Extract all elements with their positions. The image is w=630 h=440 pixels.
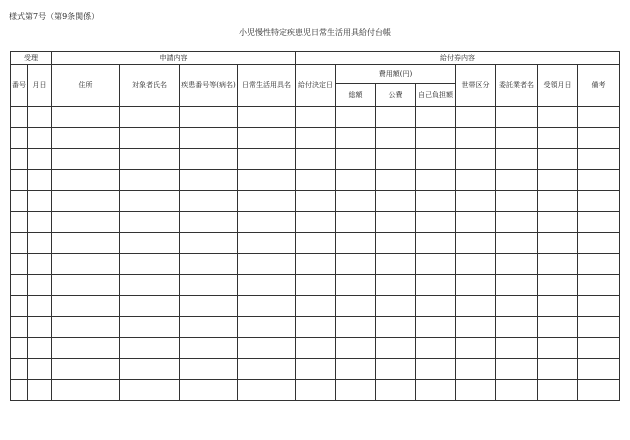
table-cell: [120, 254, 180, 275]
header-row-columns: [11, 65, 620, 84]
table-cell: [120, 212, 180, 233]
table-cell: [336, 149, 376, 170]
col-remarks: 備考: [578, 65, 620, 107]
table-cell: [120, 128, 180, 149]
table-cell: [538, 191, 578, 212]
table-cell: [416, 359, 456, 380]
table-cell: [456, 317, 496, 338]
table-cell: [538, 275, 578, 296]
table-row: [11, 212, 620, 233]
table-cell: [11, 254, 28, 275]
col-month-day: 月日: [28, 65, 52, 107]
table-cell: [336, 233, 376, 254]
header-row-groups: [11, 52, 620, 65]
table-cell: [180, 317, 238, 338]
table-cell: [52, 254, 120, 275]
table-cell: [496, 380, 538, 401]
table-cell: [456, 233, 496, 254]
col-disease-no: 疾患番号等(病名): [180, 65, 238, 107]
table-cell: [238, 338, 296, 359]
col-subject-name: 対象者氏名: [120, 65, 180, 107]
table-row: [11, 254, 620, 275]
table-cell: [28, 380, 52, 401]
table-cell: [578, 338, 620, 359]
table-cell: [180, 275, 238, 296]
table-cell: [336, 296, 376, 317]
table-cell: [538, 149, 578, 170]
table-cell: [238, 380, 296, 401]
table-row: [11, 296, 620, 317]
table-cell: [11, 212, 28, 233]
table-cell: [578, 107, 620, 128]
table-cell: [578, 296, 620, 317]
table-cell: [456, 128, 496, 149]
table-cell: [376, 296, 416, 317]
table-cell: [28, 317, 52, 338]
table-cell: [336, 191, 376, 212]
table-cell: [456, 380, 496, 401]
col-address: 住所: [52, 65, 120, 107]
table-cell: [456, 149, 496, 170]
table-cell: [578, 275, 620, 296]
table-cell: [11, 233, 28, 254]
table-cell: [11, 170, 28, 191]
table-cell: [538, 296, 578, 317]
table-cell: [11, 275, 28, 296]
col-equipment-name: 日常生活用具名: [238, 65, 296, 107]
table-cell: [496, 170, 538, 191]
table-cell: [376, 107, 416, 128]
table-cell: [28, 296, 52, 317]
table-cell: [416, 254, 456, 275]
table-cell: [456, 338, 496, 359]
col-receipt-date: 受領月日: [538, 65, 578, 107]
table-cell: [376, 317, 416, 338]
table-cell: [416, 149, 456, 170]
col-total: 総額: [336, 84, 376, 107]
col-household: 世帯区分: [456, 65, 496, 107]
table-cell: [416, 212, 456, 233]
table-row: [11, 233, 620, 254]
table-cell: [52, 296, 120, 317]
table-cell: [496, 275, 538, 296]
group-application: 申請内容: [52, 52, 296, 65]
table-cell: [238, 359, 296, 380]
table-cell: [578, 254, 620, 275]
table-cell: [28, 359, 52, 380]
table-cell: [120, 107, 180, 128]
table-cell: [296, 212, 336, 233]
table-cell: [11, 380, 28, 401]
form-number: 様式第7号（第9条関係）: [9, 12, 100, 21]
table-cell: [496, 317, 538, 338]
table-cell: [180, 212, 238, 233]
table-cell: [11, 107, 28, 128]
table-cell: [538, 170, 578, 191]
table-cell: [296, 338, 336, 359]
table-cell: [296, 380, 336, 401]
table-cell: [538, 380, 578, 401]
table-cell: [416, 170, 456, 191]
table-cell: [456, 275, 496, 296]
table-cell: [52, 149, 120, 170]
table-cell: [28, 233, 52, 254]
table-cell: [578, 233, 620, 254]
table-row: [11, 149, 620, 170]
table-cell: [376, 191, 416, 212]
table-cell: [180, 359, 238, 380]
table-cell: [336, 170, 376, 191]
table-cell: [296, 128, 336, 149]
table-cell: [52, 317, 120, 338]
table-cell: [52, 233, 120, 254]
document-title: 小児慢性特定疾患児日常生活用具給付台帳: [239, 28, 391, 37]
table-cell: [238, 275, 296, 296]
ledger-body: [11, 107, 620, 401]
table-cell: [296, 149, 336, 170]
col-number: 番号: [11, 65, 28, 107]
table-cell: [296, 359, 336, 380]
table-cell: [180, 380, 238, 401]
table-cell: [296, 107, 336, 128]
col-decision-date: 給付決定日: [296, 65, 336, 107]
table-cell: [376, 128, 416, 149]
table-cell: [52, 191, 120, 212]
table-cell: [538, 212, 578, 233]
ledger-table: [10, 51, 620, 401]
table-cell: [120, 296, 180, 317]
table-cell: [180, 149, 238, 170]
table-cell: [11, 191, 28, 212]
table-cell: [456, 254, 496, 275]
table-cell: [336, 317, 376, 338]
table-cell: [496, 191, 538, 212]
group-cost: 費用額(円): [336, 65, 456, 84]
table-cell: [336, 212, 376, 233]
table-cell: [11, 359, 28, 380]
table-cell: [52, 380, 120, 401]
table-cell: [238, 212, 296, 233]
table-cell: [496, 233, 538, 254]
table-cell: [496, 254, 538, 275]
table-row: [11, 128, 620, 149]
table-cell: [52, 275, 120, 296]
table-cell: [496, 149, 538, 170]
table-cell: [336, 128, 376, 149]
table-cell: [578, 170, 620, 191]
table-cell: [120, 380, 180, 401]
table-cell: [538, 317, 578, 338]
table-cell: [336, 107, 376, 128]
table-cell: [538, 128, 578, 149]
table-cell: [180, 254, 238, 275]
table-cell: [180, 191, 238, 212]
table-cell: [120, 191, 180, 212]
table-cell: [376, 338, 416, 359]
table-cell: [28, 338, 52, 359]
table-cell: [28, 275, 52, 296]
table-cell: [496, 296, 538, 317]
table-cell: [238, 233, 296, 254]
table-cell: [578, 128, 620, 149]
table-cell: [496, 128, 538, 149]
table-cell: [238, 317, 296, 338]
table-cell: [28, 149, 52, 170]
table-cell: [120, 149, 180, 170]
col-self-pay: 自己負担額: [416, 84, 456, 107]
table-cell: [336, 380, 376, 401]
table-row: [11, 170, 620, 191]
table-cell: [238, 191, 296, 212]
table-cell: [180, 296, 238, 317]
table-cell: [238, 107, 296, 128]
table-cell: [52, 170, 120, 191]
table-cell: [336, 254, 376, 275]
table-row: [11, 338, 620, 359]
table-cell: [416, 338, 456, 359]
table-cell: [11, 128, 28, 149]
table-cell: [52, 128, 120, 149]
table-cell: [11, 149, 28, 170]
table-cell: [120, 359, 180, 380]
table-cell: [376, 149, 416, 170]
table-row: [11, 275, 620, 296]
table-cell: [296, 254, 336, 275]
table-cell: [180, 233, 238, 254]
table-cell: [296, 296, 336, 317]
table-cell: [456, 359, 496, 380]
table-cell: [52, 359, 120, 380]
table-cell: [416, 128, 456, 149]
table-cell: [416, 275, 456, 296]
table-cell: [238, 254, 296, 275]
col-public: 公費: [376, 84, 416, 107]
table-cell: [376, 233, 416, 254]
table-cell: [578, 212, 620, 233]
table-cell: [496, 338, 538, 359]
table-cell: [416, 296, 456, 317]
table-cell: [180, 107, 238, 128]
table-cell: [296, 275, 336, 296]
table-cell: [496, 107, 538, 128]
table-row: [11, 317, 620, 338]
table-cell: [52, 338, 120, 359]
table-cell: [496, 212, 538, 233]
table-cell: [238, 149, 296, 170]
table-cell: [336, 338, 376, 359]
table-row: [11, 107, 620, 128]
table-cell: [496, 359, 538, 380]
table-cell: [538, 107, 578, 128]
table-cell: [120, 317, 180, 338]
table-cell: [52, 212, 120, 233]
table-cell: [538, 338, 578, 359]
table-cell: [376, 212, 416, 233]
table-cell: [416, 191, 456, 212]
table-cell: [376, 275, 416, 296]
table-cell: [180, 128, 238, 149]
table-cell: [578, 149, 620, 170]
table-cell: [28, 212, 52, 233]
table-cell: [120, 275, 180, 296]
table-cell: [376, 170, 416, 191]
table-cell: [416, 380, 456, 401]
table-cell: [416, 317, 456, 338]
table-cell: [538, 359, 578, 380]
table-cell: [538, 254, 578, 275]
table-cell: [28, 254, 52, 275]
table-cell: [296, 233, 336, 254]
table-cell: [28, 107, 52, 128]
table-cell: [11, 338, 28, 359]
table-cell: [376, 359, 416, 380]
table-cell: [376, 254, 416, 275]
table-cell: [336, 359, 376, 380]
table-cell: [296, 317, 336, 338]
table-cell: [578, 380, 620, 401]
table-cell: [28, 191, 52, 212]
table-cell: [120, 338, 180, 359]
table-cell: [238, 128, 296, 149]
table-cell: [296, 191, 336, 212]
table-cell: [416, 233, 456, 254]
table-cell: [336, 275, 376, 296]
table-cell: [456, 212, 496, 233]
group-voucher: 給付券内容: [296, 52, 620, 65]
table-cell: [11, 296, 28, 317]
table-row: [11, 380, 620, 401]
table-cell: [28, 170, 52, 191]
table-cell: [456, 170, 496, 191]
col-contractor: 委託業者名: [496, 65, 538, 107]
table-cell: [180, 170, 238, 191]
table-cell: [538, 233, 578, 254]
table-cell: [238, 296, 296, 317]
table-cell: [28, 128, 52, 149]
table-cell: [52, 107, 120, 128]
table-cell: [456, 296, 496, 317]
table-cell: [296, 170, 336, 191]
table-cell: [238, 170, 296, 191]
table-cell: [120, 170, 180, 191]
table-cell: [578, 359, 620, 380]
table-row: [11, 359, 620, 380]
table-cell: [11, 317, 28, 338]
table-cell: [578, 191, 620, 212]
group-reception: 受理: [11, 52, 52, 65]
table-row: [11, 191, 620, 212]
table-cell: [456, 191, 496, 212]
table-cell: [416, 107, 456, 128]
table-cell: [120, 233, 180, 254]
table-cell: [180, 338, 238, 359]
table-cell: [456, 107, 496, 128]
table-cell: [376, 380, 416, 401]
table-cell: [578, 317, 620, 338]
